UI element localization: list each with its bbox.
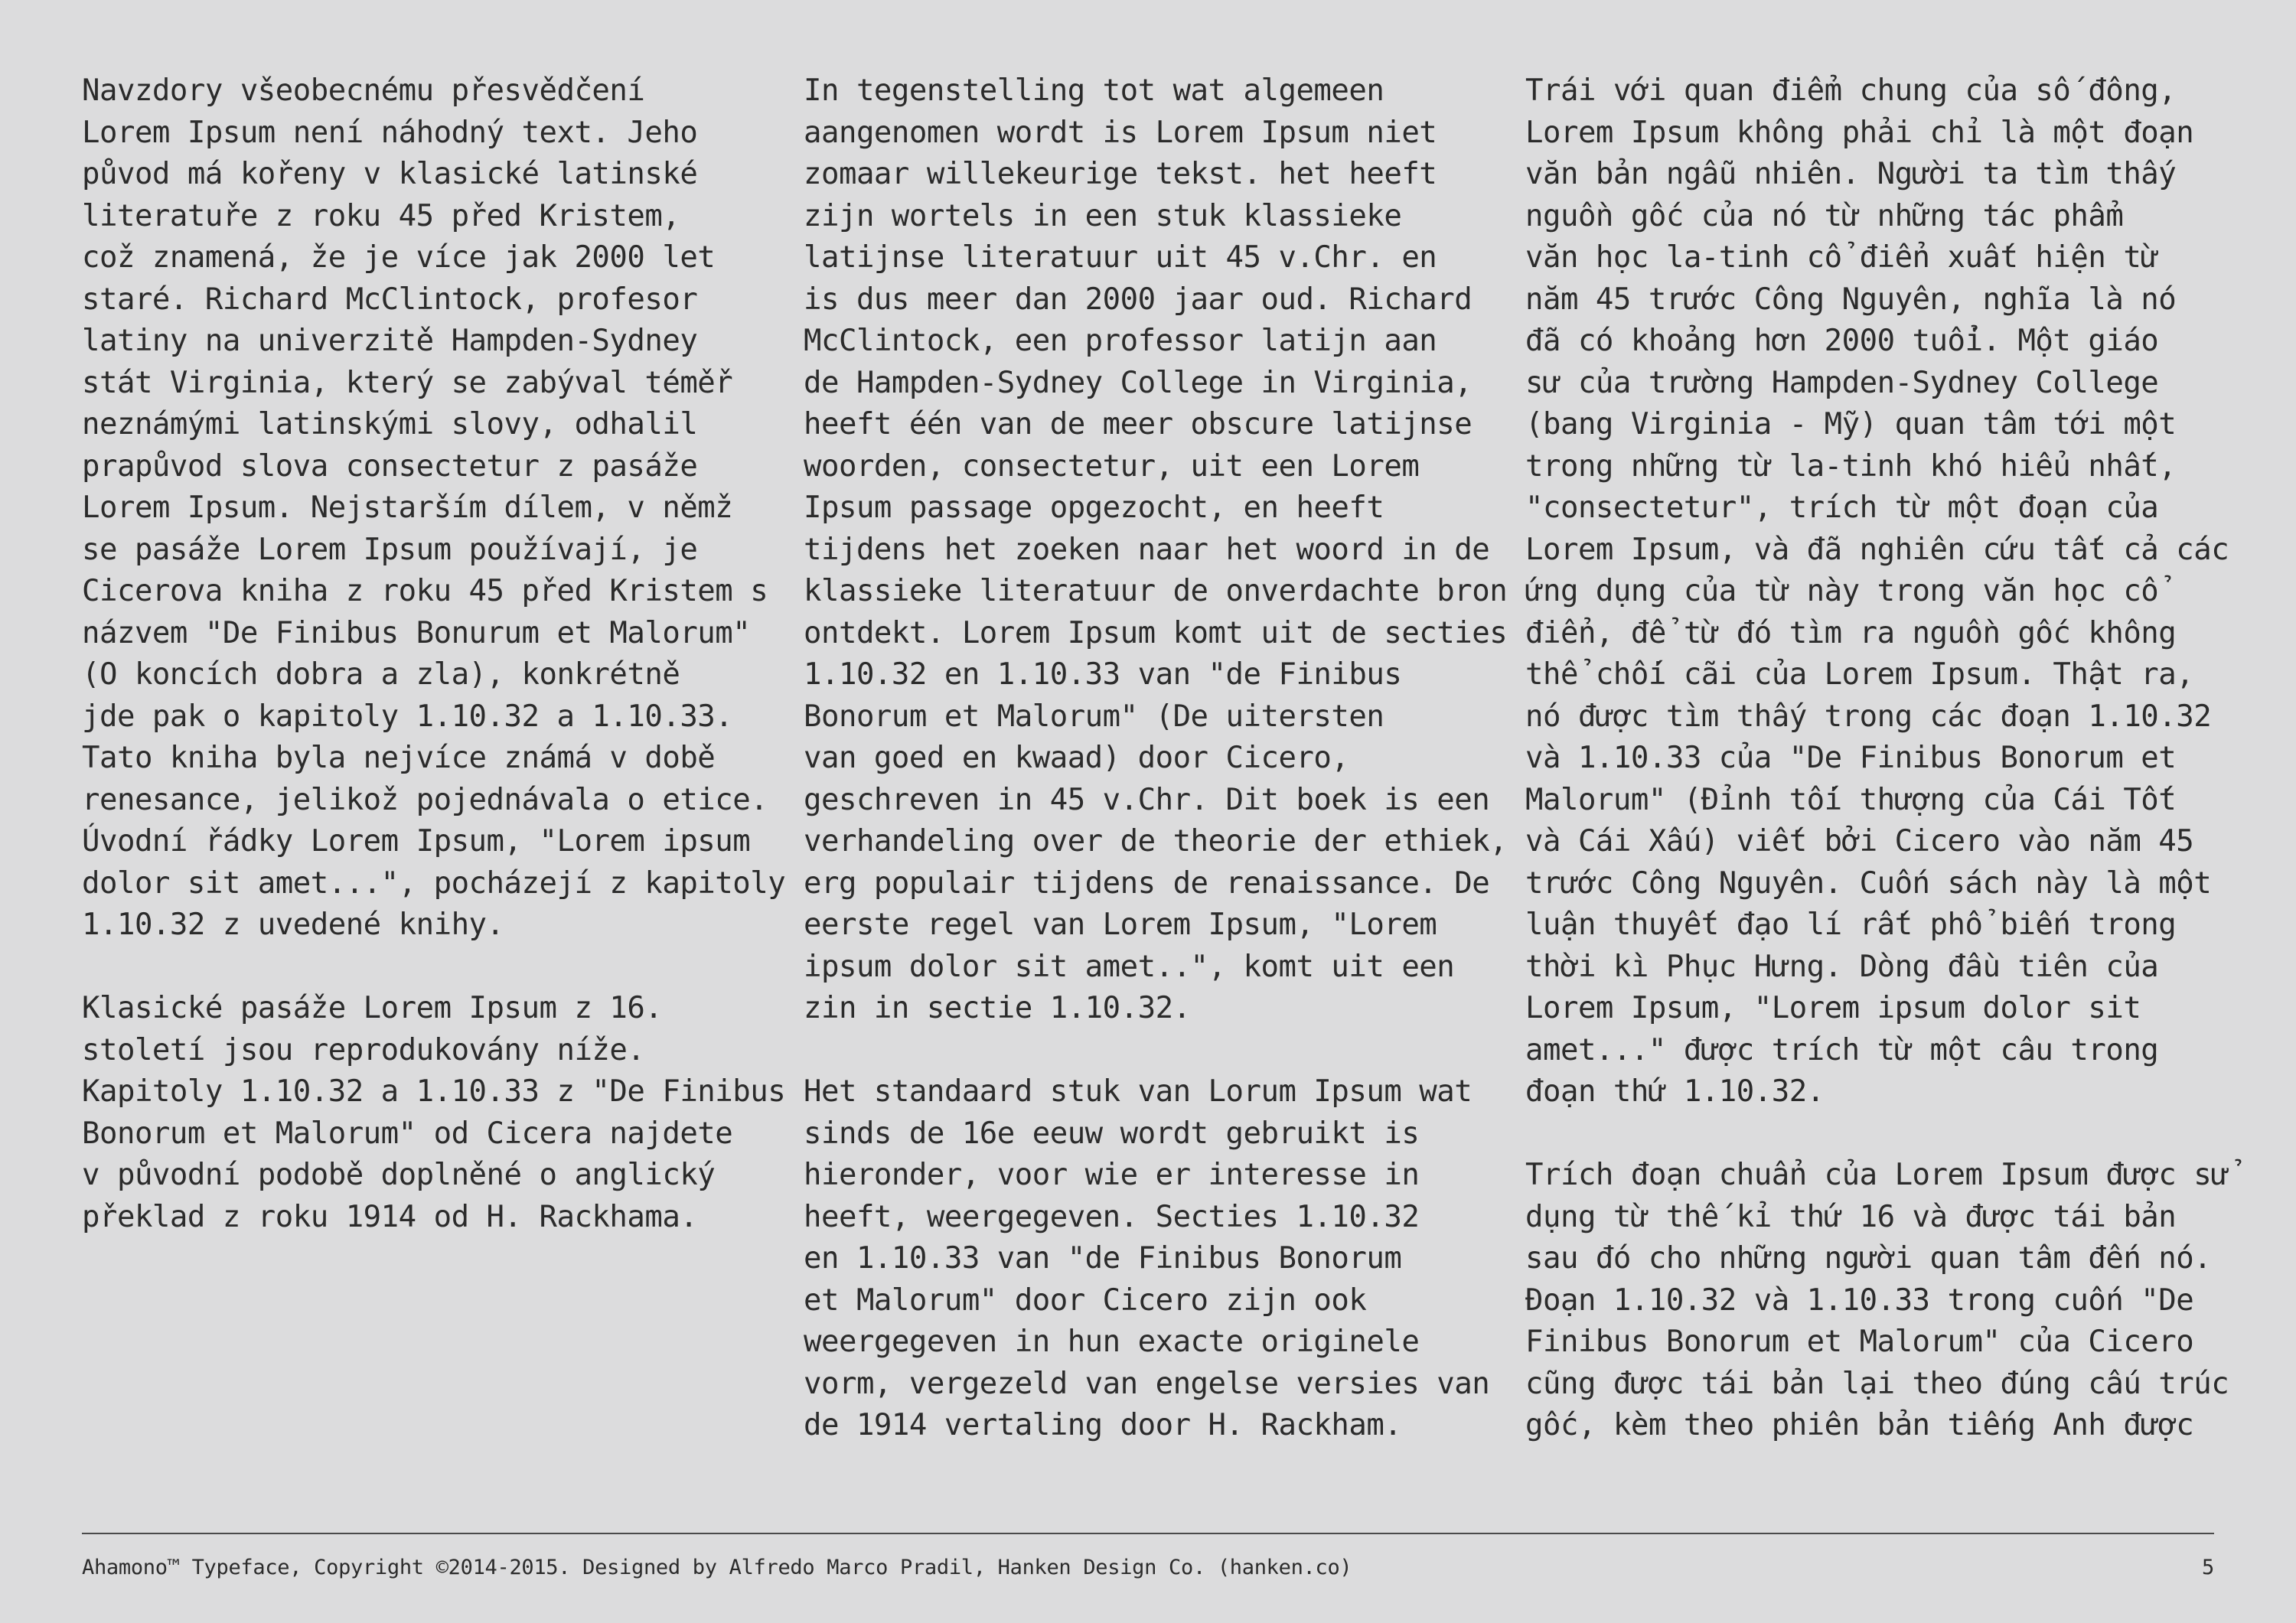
text-line: století jsou reprodukovány níže. xyxy=(82,1032,645,1067)
text-line: literatuře z roku 45 před Kristem, xyxy=(82,198,680,233)
text-line: amet..." được trích từ một câu trong xyxy=(1525,1032,2159,1067)
paragraph-gap xyxy=(1525,1113,2214,1155)
text-line: woorden, consectetur, uit een Lorem xyxy=(804,448,1420,484)
text-line: văn bản ngẫu nhiên. Người ta tìm thấy xyxy=(1525,157,2177,191)
text-line: dolor sit amet...", pocházejí z kapitoly xyxy=(82,865,786,901)
text-line: hieronder, voor wie er interesse in xyxy=(804,1158,1420,1192)
text-line: aangenomen wordt is Lorem Ipsum niet xyxy=(804,115,1437,150)
text-line: weergegeven in hun exacte originele xyxy=(804,1325,1420,1359)
text-line: což znamená, že je více jak 2000 let xyxy=(82,240,716,275)
text-line: văn học la-tinh cổ điển xuất hiện từ xyxy=(1525,240,2159,275)
text-column-vietnamese xyxy=(1525,70,2229,1447)
text-line: Lorem Ipsum, và đã nghiên cứu tất cả các xyxy=(1525,532,2229,567)
text-line: heeft, weergegeven. Secties 1.10.32 xyxy=(804,1199,1420,1234)
text-line: Úvodní řádky Lorem Ipsum, "Lorem ipsum xyxy=(82,824,751,859)
text-line: Het standaard stuk van Lorum Ipsum wat xyxy=(804,1074,1473,1109)
text-line: erg populair tijdens de renaissance. De xyxy=(804,865,1490,901)
text-line: zomaar willekeurige tekst. het heeft xyxy=(804,157,1437,191)
text-line: (bang Virginia - Mỹ) quan tâm tới một xyxy=(1525,407,2177,442)
page-number: 5 xyxy=(2202,1556,2214,1579)
text-line: trong những từ la-tinh khó hiểu nhất, xyxy=(1525,448,2177,484)
text-line: gốc, kèm theo phiên bản tiếng Anh được xyxy=(1525,1408,2194,1442)
text-line: (O koncích dobra a zla), konkrétně xyxy=(82,657,680,692)
text-line: Navzdory všeobecnému přesvědčení xyxy=(82,73,645,108)
paragraph xyxy=(1525,70,2229,1113)
text-line: latijnse literatuur uit 45 v.Chr. en xyxy=(804,240,1437,275)
footer-credit: Ahamono™ Typeface, Copyright ©2014-2015. Designed by Alfredo Marco Pradil, Hanken Design Co. (hanken.co) xyxy=(82,1556,1352,1579)
text-line: điển, để từ đó tìm ra nguồn gốc không xyxy=(1525,615,2177,650)
text-line: Klasické pasáže Lorem Ipsum z 16. xyxy=(82,991,663,1025)
text-line: tijdens het zoeken naar het woord in de xyxy=(804,532,1490,567)
text-line: ontdekt. Lorem Ipsum komt uit de secties xyxy=(804,615,1508,650)
text-line: Lorem Ipsum, "Lorem ipsum dolor sit xyxy=(1525,991,2141,1025)
text-line: Tato kniha byla nejvíce známá v době xyxy=(82,741,716,775)
text-line: và Cái Xấu) viết bởi Cicero vào năm 45 xyxy=(1525,824,2194,859)
text-line: Lorem Ipsum není náhodný text. Jeho xyxy=(82,115,698,150)
text-line: Lorem Ipsum. Nejstarším dílem, v němž xyxy=(82,490,733,525)
text-line: sinds de 16e eeuw wordt gebruikt is xyxy=(804,1116,1420,1151)
text-line: Finibus Bonorum et Malorum" của Cicero xyxy=(1525,1325,2194,1359)
text-line: ipsum dolor sit amet..", komt uit een xyxy=(804,949,1455,984)
text-line: Bonorum et Malorum" od Cicera najdete xyxy=(82,1116,733,1151)
text-line: Bonorum et Malorum" (De uitersten xyxy=(804,699,1384,734)
text-line: sư của trường Hampden-Sydney College xyxy=(1525,365,2159,400)
text-line: se pasáže Lorem Ipsum používají, je xyxy=(82,532,698,567)
text-line: neznámými latinskými slovy, odhalil xyxy=(82,407,698,442)
paragraph xyxy=(1525,1155,2229,1447)
text-line: và 1.10.33 của "De Finibus Bonorum et xyxy=(1525,741,2177,775)
text-line: geschreven in 45 v.Chr. Dit boek is een xyxy=(804,782,1490,817)
text-line: ứng dụng của từ này trong văn học cổ xyxy=(1525,574,2159,608)
text-line: Ipsum passage opgezocht, en heeft xyxy=(804,490,1384,525)
text-line: 1.10.32 z uvedené knihy. xyxy=(82,908,504,942)
text-line: "consectetur", trích từ một đoạn của xyxy=(1525,490,2159,525)
text-line: trước Công Nguyên. Cuốn sách này là một xyxy=(1525,865,2212,901)
text-line: překlad z roku 1914 od H. Rackhama. xyxy=(82,1199,698,1234)
text-line: klassieke literatuur de onverdachte bron xyxy=(804,574,1508,608)
text-line: Trích đoạn chuẩn của Lorem Ipsum được sử xyxy=(1525,1158,2229,1192)
text-line: de Hampden-Sydney College in Virginia, xyxy=(804,365,1473,400)
text-line: stát Virginia, který se zabýval téměř xyxy=(82,365,733,400)
text-line: zijn wortels in een stuk klassieke xyxy=(804,198,1402,233)
text-line: Lorem Ipsum không phải chỉ là một đoạn xyxy=(1525,115,2194,150)
text-line: verhandeling over de theorie der ethiek, xyxy=(804,824,1508,859)
text-line: prapůvod slova consectetur z pasáže xyxy=(82,448,698,484)
text-line: latiny na univerzitě Hampden-Sydney xyxy=(82,324,698,358)
text-line: et Malorum" door Cicero zijn ook xyxy=(804,1282,1367,1318)
text-line: luận thuyết đạo lí rất phổ biến trong xyxy=(1525,908,2177,942)
text-line: sau đó cho những người quan tâm đến nó. xyxy=(1525,1241,2212,1276)
text-line: cũng được tái bản lại theo đúng cấu trúc xyxy=(1525,1366,2229,1401)
text-line: In tegenstelling tot wat algemeen xyxy=(804,73,1384,108)
text-line: nó được tìm thấy trong các đoạn 1.10.32 xyxy=(1525,699,2212,734)
text-line: jde pak o kapitoly 1.10.32 a 1.10.33. xyxy=(82,699,733,734)
paragraph xyxy=(82,988,786,1238)
text-column-dutch xyxy=(804,70,1508,1447)
paragraph-gap xyxy=(82,947,771,989)
text-line: đoạn thứ 1.10.32. xyxy=(1525,1074,1825,1109)
paragraph xyxy=(804,70,1508,1030)
paragraph xyxy=(82,70,786,947)
text-column-czech xyxy=(82,70,786,1238)
text-line: thời kì Phục Hưng. Dòng đầu tiên của xyxy=(1525,949,2159,984)
text-line: vorm, vergezeld van engelse versies van xyxy=(804,1366,1490,1401)
text-line: Trái với quan điểm chung của số đông, xyxy=(1525,73,2177,108)
text-line: původ má kořeny v klasické latinské xyxy=(82,157,698,191)
text-line: McClintock, een professor latijn aan xyxy=(804,324,1437,358)
text-line: staré. Richard McClintock, profesor xyxy=(82,282,698,317)
text-line: 1.10.32 en 1.10.33 van "de Finibus xyxy=(804,657,1402,692)
footer-divider xyxy=(82,1533,2214,1534)
text-line: nguồn gốc của nó từ những tác phẩm xyxy=(1525,198,2124,233)
text-line: en 1.10.33 van "de Finibus Bonorum xyxy=(804,1241,1402,1276)
paragraph xyxy=(804,1071,1492,1447)
text-line: năm 45 trước Công Nguyên, nghĩa là nó xyxy=(1525,282,2177,317)
text-line: is dus meer dan 2000 jaar oud. Richard xyxy=(804,282,1473,317)
text-line: názvem "De Finibus Bonurum et Malorum" xyxy=(82,615,751,650)
paragraph-gap xyxy=(804,1030,1492,1072)
text-line: de 1914 vertaling door H. Rackham. xyxy=(804,1408,1402,1442)
text-line: Kapitoly 1.10.32 a 1.10.33 z "De Finibus xyxy=(82,1074,786,1109)
text-line: thể chối cãi của Lorem Ipsum. Thật ra, xyxy=(1525,657,2194,692)
text-line: renesance, jelikož pojednávala o etice. xyxy=(82,782,768,817)
text-line: đã có khoảng hơn 2000 tuổi. Một giáo xyxy=(1525,324,2159,358)
text-line: dụng từ thế kỉ thứ 16 và được tái bản xyxy=(1525,1199,2177,1234)
text-line: v původní podobě doplněné o anglický xyxy=(82,1158,716,1192)
text-line: van goed en kwaad) door Cicero, xyxy=(804,741,1349,775)
text-line: heeft één van de meer obscure latijnse xyxy=(804,407,1473,442)
text-line: Đoạn 1.10.32 và 1.10.33 trong cuốn "De xyxy=(1525,1282,2194,1318)
text-line: Malorum" (Đỉnh tối thượng của Cái Tốt xyxy=(1525,782,2177,817)
text-line: zin in sectie 1.10.32. xyxy=(804,991,1191,1025)
text-line: eerste regel van Lorem Ipsum, "Lorem xyxy=(804,908,1437,942)
text-line: Cicerova kniha z roku 45 před Kristem s xyxy=(82,574,768,608)
